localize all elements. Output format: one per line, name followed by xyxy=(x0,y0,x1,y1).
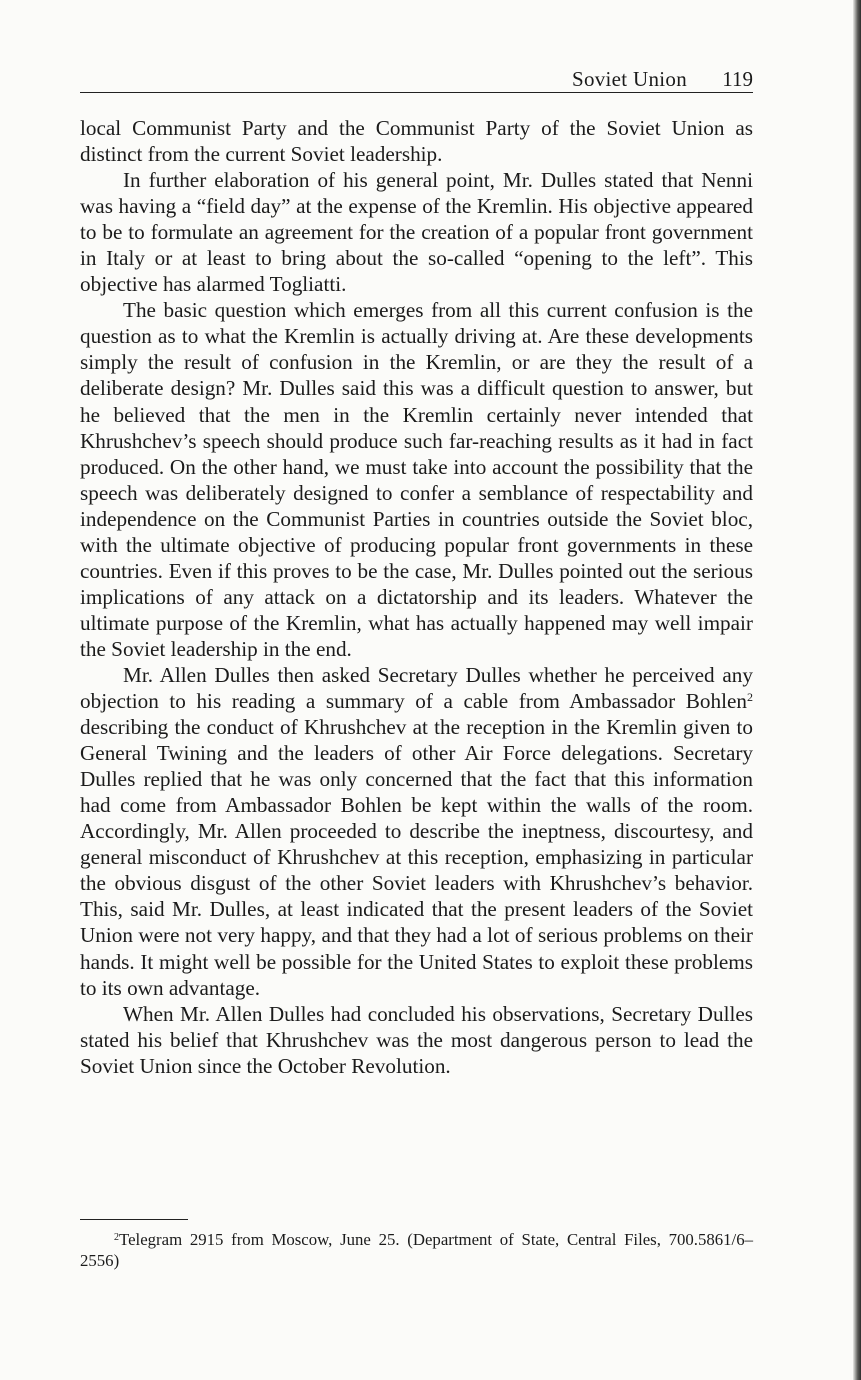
paragraph xyxy=(80,662,753,1001)
footnote-text: Telegram 2915 from Moscow, June 25. (Department of State, Central Files, 700.5861/6–2556) xyxy=(80,1230,753,1270)
page-edge-shadow xyxy=(853,0,861,1380)
paragraph-continued: local Communist Party and the Communist Party of the Soviet Union as distinct from the current Soviet leadership. xyxy=(80,116,753,167)
running-header xyxy=(80,66,753,93)
paragraph-text: describing the conduct of Khrushchev at the reception in the Kremlin given to General Twining and the leaders of other Air Force delegations. Secretary Dulles replied that he was only concerned that the fact that this information had come from Ambassador Bohlen be kept within the walls of the room. Accordingly, Mr. Allen proceeded to describe the ineptness, discourtesy, and general misconduct of Khrushchev at this reception, emphasizing in particular the obvious disgust of the other Soviet leaders with Khrushchev’s behavior. This, said Mr. Dulles, at least indicated that the present leaders of the Soviet Union were not very happy, and that they had a lot of serious problems on their hands. It might well be possible for the United States to exploit these problems to its own advantage. xyxy=(80,715,753,1000)
footnote xyxy=(80,1229,753,1271)
page-number: 119 xyxy=(722,67,753,91)
paragraph: In further elaboration of his general point, Mr. Dulles stated that Nenni was having a “field day” at the expense of the Kremlin. His objective appeared to be to formulate an agreement for the creation of a popular front government in Italy or at least to bring about the so-called “opening to the left”. This objective has alarmed Togliatti. xyxy=(80,168,753,297)
footnote-reference[interactable]: 2 xyxy=(747,690,753,705)
running-title: Soviet Union xyxy=(571,67,687,91)
paragraph: When Mr. Allen Dulles had concluded his observations, Secretary Dulles stated his belief that Khrushchev was the most dangerous person to lead the Soviet Union since the October Revolution. xyxy=(80,1001,753,1078)
body-text xyxy=(80,115,753,1079)
footnote-marker: 2 xyxy=(114,1232,119,1243)
paragraph: The basic question which emerges from all this current confusion is the question as to what the Kremlin is actually driving at. Are these developments simply the result of confusion in the Kremlin, or are they the result of a deliberate design? Mr. Dulles said this was a difficult question to answer, but he believed that the men in the Kremlin certainly never intended that Khrushchev’s speech should produce such far-reaching results as it had in fact produced. On the other hand, we must take into account the possibility that the speech was deliberately designed to confer a semblance of respectability and independence on the Communist Parties in countries outside the Soviet bloc, with the ultimate objective of producing popular front governments in these countries. Even if this proves to be the case, Mr. Dulles pointed out the serious implications of any attack on a dictatorship and its leaders. Whatever the ultimate purpose of the Kremlin, what has actually happened may well impair the Soviet leadership in the end. xyxy=(80,298,753,661)
paragraph-text: Mr. Allen Dulles then asked Secretary Dulles whether he perceived any objection to his reading a summary of a cable from Ambassador Bohlen xyxy=(80,662,753,714)
footnote-divider xyxy=(80,1219,188,1220)
